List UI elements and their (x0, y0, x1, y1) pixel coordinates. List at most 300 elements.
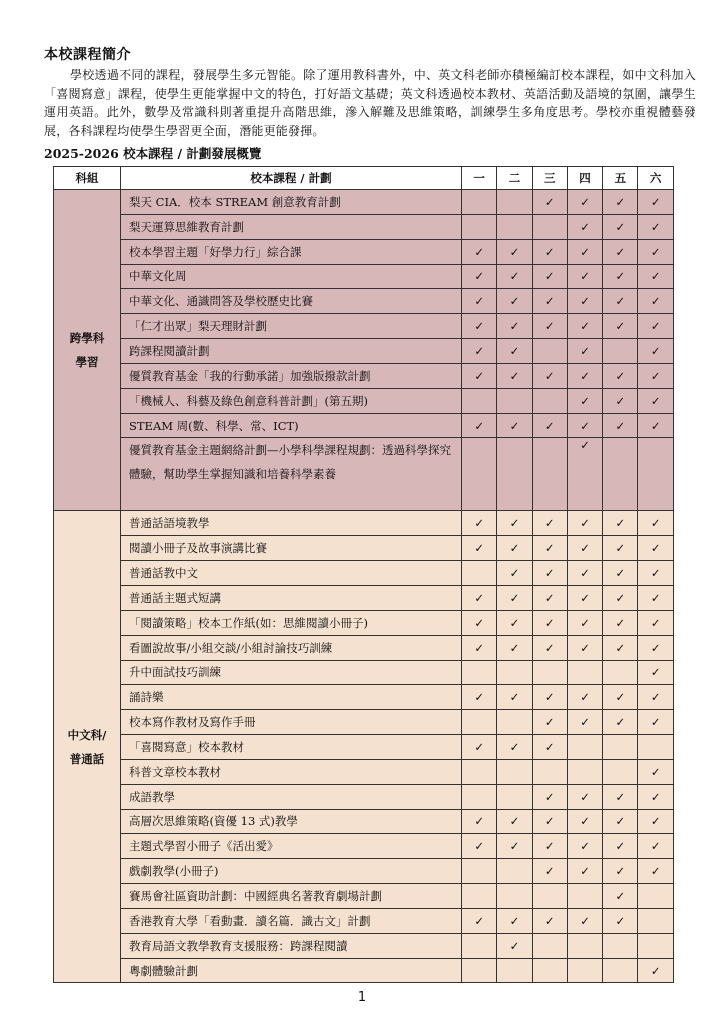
header-grade-2: 二 (497, 167, 532, 190)
check-icon: ✓ (474, 814, 484, 829)
grade-5-cell (603, 759, 638, 784)
table-row (54, 933, 674, 958)
check-icon: ✓ (580, 715, 590, 730)
grade-4-cell (567, 809, 602, 834)
check-icon: ✓ (544, 194, 555, 209)
intro-paragraph: 學校透過不同的課程，發展學生多元智能。除了運用教科書外，中、英文科老師亦積極編訂校本課程，如中文科加入「喜閱寫意」課程，使學生更能掌握中文的特色，打好語文基礎；英文科透過校本教材、英語活動及語境的氛圍，讓學生運用英語。此外，數學及常識科則著重提升高階思維，滲入解難及思維策略，訓練學生多角度思考。學校亦重視體藝發展，各科課程均使學生學習更全面，潛能更能發揮。 (44, 68, 696, 138)
check-icon: ✓ (650, 219, 661, 234)
item-cell: 香港教育大學「看動畫．讀名篇．識古文」計劃 (121, 908, 462, 933)
check-icon: ✓ (650, 516, 661, 531)
item-cell: 普通話主題式短講 (121, 585, 462, 610)
check-icon: ✓ (580, 913, 590, 928)
check-icon: ✓ (474, 913, 484, 928)
grade-6-cell (638, 314, 673, 339)
check-icon: ✓ (544, 640, 555, 655)
check-icon: ✓ (509, 516, 520, 531)
item-cell: 梨天 CIA．校本 STREAM 創意教育計劃 (121, 190, 462, 215)
table-row (54, 438, 674, 511)
subject-cell: 中文科/ 普通話 (54, 511, 121, 983)
check-icon: ✓ (580, 294, 590, 309)
grade-4-cell (567, 759, 602, 784)
table-row (54, 363, 674, 388)
grade-2-cell (497, 511, 532, 536)
grade-4-cell (567, 289, 602, 314)
check-icon: ✓ (650, 269, 661, 284)
grade-3-cell (532, 413, 567, 438)
grade-2-cell (497, 214, 532, 239)
check-icon: ✓ (615, 393, 626, 408)
header-grade-6: 六 (638, 167, 673, 190)
check-icon: ✓ (615, 244, 626, 259)
grade-6-cell (638, 438, 673, 511)
item-cell: 「機械人、科藝及綠色創意科普計劃」(第五期) (121, 388, 462, 413)
grade-4-cell (567, 190, 602, 215)
grade-2-cell (497, 635, 532, 660)
grade-1-cell (462, 536, 497, 561)
grade-3-cell (532, 735, 567, 760)
table-row (54, 908, 674, 933)
check-icon: ✓ (544, 789, 555, 804)
check-icon: ✓ (650, 393, 661, 408)
check-icon: ✓ (580, 244, 590, 259)
grade-3-cell (532, 314, 567, 339)
grade-2-cell (497, 784, 532, 809)
grade-4-cell (567, 214, 602, 239)
grade-3-cell (532, 289, 567, 314)
check-icon: ✓ (580, 393, 590, 408)
table-row (54, 585, 674, 610)
grade-1-cell (462, 314, 497, 339)
grade-6-cell (638, 784, 673, 809)
check-icon: ✓ (650, 839, 661, 854)
check-icon: ✓ (650, 864, 661, 879)
item-cell: 梨天運算思維教育計劃 (121, 214, 462, 239)
grade-1-cell (462, 264, 497, 289)
grade-5-cell (603, 264, 638, 289)
check-icon: ✓ (544, 294, 555, 309)
header-grade-3: 三 (532, 167, 567, 190)
table-row (54, 536, 674, 561)
check-icon: ✓ (474, 615, 484, 630)
check-icon: ✓ (615, 839, 626, 854)
grade-2-cell (497, 933, 532, 958)
grade-3-cell (532, 561, 567, 586)
grade-1-cell (462, 561, 497, 586)
grade-6-cell (638, 214, 673, 239)
item-cell: 普通話語境教學 (121, 511, 462, 536)
item-cell: 誦詩樂 (121, 685, 462, 710)
grade-3-cell (532, 214, 567, 239)
grade-3-cell (532, 363, 567, 388)
table-row (54, 859, 674, 884)
table-row (54, 759, 674, 784)
grade-1-cell (462, 289, 497, 314)
grade-1-cell (462, 759, 497, 784)
check-icon: ✓ (615, 590, 626, 605)
header-subject: 科組 (54, 167, 121, 190)
check-icon: ✓ (544, 541, 555, 556)
subject-cell: 跨學科 學習 (54, 190, 121, 511)
item-cell: 教育局語文教學教育支援服務：跨課程閱讀 (121, 933, 462, 958)
table-caption: 2025-2026 校本課程 / 計劃發展概覽 (44, 146, 262, 161)
check-icon: ✓ (650, 789, 661, 804)
grade-2-cell (497, 660, 532, 685)
check-icon: ✓ (544, 368, 555, 383)
check-icon: ✓ (650, 590, 661, 605)
item-cell: 粵劇體驗計劃 (121, 958, 462, 983)
grade-5-cell (603, 239, 638, 264)
check-icon: ✓ (509, 319, 520, 334)
grade-3-cell (532, 759, 567, 784)
grade-1-cell (462, 438, 497, 511)
grade-4-cell (567, 511, 602, 536)
grade-2-cell (497, 710, 532, 735)
grade-2-cell (497, 363, 532, 388)
grade-6-cell (638, 610, 673, 635)
grade-5-cell (603, 214, 638, 239)
grade-5-cell (603, 413, 638, 438)
check-icon: ✓ (544, 715, 555, 730)
grade-4-cell (567, 884, 602, 909)
grade-2-cell (497, 388, 532, 413)
grade-4-cell (567, 413, 602, 438)
table-row (54, 784, 674, 809)
check-icon: ✓ (650, 566, 661, 581)
check-icon: ✓ (474, 839, 484, 854)
grade-6-cell (638, 264, 673, 289)
check-icon: ✓ (544, 913, 555, 928)
grade-5-cell (603, 314, 638, 339)
grade-6-cell (638, 635, 673, 660)
check-icon: ✓ (650, 715, 661, 730)
grade-1-cell (462, 339, 497, 364)
grade-4-cell (567, 561, 602, 586)
grade-5-cell (603, 289, 638, 314)
grade-4-cell (567, 660, 602, 685)
item-cell: 賽馬會社區資助計劃：中國經典名著教育劇場計劃 (121, 884, 462, 909)
item-cell: 成語教學 (121, 784, 462, 809)
grade-2-cell (497, 735, 532, 760)
item-cell: 中華文化周 (121, 264, 462, 289)
grade-1-cell (462, 388, 497, 413)
check-icon: ✓ (474, 319, 484, 334)
check-icon: ✓ (650, 690, 661, 705)
check-icon: ✓ (615, 294, 626, 309)
grade-5-cell (603, 438, 638, 511)
grade-2-cell (497, 536, 532, 561)
check-icon: ✓ (580, 789, 590, 804)
check-icon: ✓ (474, 690, 484, 705)
grade-6-cell (638, 511, 673, 536)
check-icon: ✓ (474, 418, 484, 433)
grade-5-cell (603, 511, 638, 536)
grade-5-cell (603, 958, 638, 983)
check-icon: ✓ (509, 269, 520, 284)
check-icon: ✓ (615, 566, 626, 581)
check-icon: ✓ (509, 640, 520, 655)
grade-4-cell (567, 784, 602, 809)
check-icon: ✓ (615, 541, 626, 556)
item-cell: 「閱讀策略」校本工作紙(如：思維閱讀小冊子) (121, 610, 462, 635)
check-icon: ✓ (650, 194, 661, 209)
grade-2-cell (497, 289, 532, 314)
grade-2-cell (497, 685, 532, 710)
check-icon: ✓ (580, 690, 590, 705)
grade-6-cell (638, 908, 673, 933)
grade-5-cell (603, 859, 638, 884)
check-icon: ✓ (615, 516, 626, 531)
check-icon: ✓ (474, 739, 484, 754)
grade-4-cell (567, 685, 602, 710)
item-cell: 校本學習主題「好學力行」綜合課 (121, 239, 462, 264)
item-cell: 閱讀小冊子及故事演講比賽 (121, 536, 462, 561)
grade-4-cell (567, 536, 602, 561)
check-icon: ✓ (615, 615, 626, 630)
grade-2-cell (497, 610, 532, 635)
grade-5-cell (603, 190, 638, 215)
check-icon: ✓ (650, 541, 661, 556)
grade-1-cell (462, 511, 497, 536)
grade-5-cell (603, 585, 638, 610)
check-icon: ✓ (544, 690, 555, 705)
check-icon: ✓ (474, 541, 484, 556)
check-icon: ✓ (474, 368, 484, 383)
check-icon: ✓ (650, 764, 661, 779)
header-item: 校本課程 / 計劃 (121, 167, 462, 190)
grade-6-cell (638, 735, 673, 760)
grade-5-cell (603, 933, 638, 958)
grade-3-cell (532, 884, 567, 909)
item-cell: 「仁才出眾」梨天理財計劃 (121, 314, 462, 339)
table-row (54, 314, 674, 339)
grade-4-cell (567, 933, 602, 958)
grade-1-cell (462, 735, 497, 760)
table-row (54, 660, 674, 685)
grade-1-cell (462, 908, 497, 933)
grade-2-cell (497, 884, 532, 909)
grade-3-cell (532, 536, 567, 561)
grade-6-cell (638, 536, 673, 561)
grade-3-cell (532, 585, 567, 610)
check-icon: ✓ (544, 566, 555, 581)
check-icon: ✓ (650, 294, 661, 309)
check-icon: ✓ (615, 814, 626, 829)
grade-3-cell (532, 784, 567, 809)
grade-4-cell (567, 314, 602, 339)
check-icon: ✓ (544, 319, 555, 334)
grade-1-cell (462, 190, 497, 215)
check-icon: ✓ (509, 294, 520, 309)
grade-3-cell (532, 635, 567, 660)
item-cell: 高層次思維策略(資優 13 式)教學 (121, 809, 462, 834)
grade-3-cell (532, 388, 567, 413)
check-icon: ✓ (474, 590, 484, 605)
check-icon: ✓ (544, 615, 555, 630)
grade-6-cell (638, 363, 673, 388)
grade-2-cell (497, 413, 532, 438)
grade-6-cell (638, 933, 673, 958)
grade-3-cell (532, 908, 567, 933)
table-body (54, 190, 674, 983)
grade-4-cell (567, 339, 602, 364)
check-icon: ✓ (580, 839, 590, 854)
grade-6-cell (638, 834, 673, 859)
table-row (54, 834, 674, 859)
check-icon: ✓ (580, 343, 590, 358)
check-icon: ✓ (615, 690, 626, 705)
grade-2-cell (497, 834, 532, 859)
grade-1-cell (462, 834, 497, 859)
grade-4-cell (567, 908, 602, 933)
grade-3-cell (532, 958, 567, 983)
grade-2-cell (497, 958, 532, 983)
check-icon: ✓ (650, 615, 661, 630)
grade-2-cell (497, 314, 532, 339)
grade-1-cell (462, 933, 497, 958)
check-icon: ✓ (615, 219, 626, 234)
grade-2-cell (497, 339, 532, 364)
curriculum-table (53, 166, 674, 983)
grade-1-cell (462, 660, 497, 685)
grade-1-cell (462, 884, 497, 909)
grade-5-cell (603, 685, 638, 710)
check-icon: ✓ (615, 889, 626, 904)
check-icon: ✓ (509, 615, 520, 630)
table-row (54, 735, 674, 760)
check-icon: ✓ (509, 938, 520, 953)
check-icon: ✓ (615, 864, 626, 879)
check-icon: ✓ (474, 294, 484, 309)
grade-4-cell (567, 859, 602, 884)
table-row (54, 239, 674, 264)
grade-2-cell (497, 561, 532, 586)
check-icon: ✓ (650, 640, 661, 655)
item-cell: 中華文化、通識問答及學校歷史比賽 (121, 289, 462, 314)
page-title: 本校課程簡介 (44, 47, 131, 63)
check-icon: ✓ (509, 690, 520, 705)
grade-6-cell (638, 660, 673, 685)
table-row (54, 289, 674, 314)
grade-2-cell (497, 908, 532, 933)
check-icon: ✓ (544, 814, 555, 829)
grade-5-cell (603, 784, 638, 809)
check-icon: ✓ (509, 418, 520, 433)
check-icon: ✓ (615, 418, 626, 433)
item-cell: 升中面試技巧訓練 (121, 660, 462, 685)
table-row (54, 809, 674, 834)
check-icon: ✓ (509, 541, 520, 556)
grade-6-cell (638, 388, 673, 413)
table-row (54, 884, 674, 909)
grade-3-cell (532, 239, 567, 264)
grade-5-cell (603, 536, 638, 561)
grade-6-cell (638, 859, 673, 884)
check-icon: ✓ (544, 269, 555, 284)
grade-4-cell (567, 585, 602, 610)
grade-3-cell (532, 190, 567, 215)
grade-3-cell (532, 339, 567, 364)
grade-1-cell (462, 610, 497, 635)
table-row (54, 958, 674, 983)
item-cell: 看圖說故事/小組交談/小組討論技巧訓練 (121, 635, 462, 660)
grade-1-cell (462, 413, 497, 438)
grade-1-cell (462, 685, 497, 710)
check-icon: ✓ (615, 715, 626, 730)
table-row (54, 610, 674, 635)
item-cell: 跨課程閱讀計劃 (121, 339, 462, 364)
item-cell: 主題式學習小冊子《活出愛》 (121, 834, 462, 859)
table-row (54, 264, 674, 289)
grade-4-cell (567, 264, 602, 289)
check-icon: ✓ (509, 839, 520, 854)
check-icon: ✓ (544, 864, 555, 879)
check-icon: ✓ (544, 244, 555, 259)
grade-4-cell (567, 363, 602, 388)
check-icon: ✓ (580, 590, 590, 605)
check-icon: ✓ (580, 418, 590, 433)
grade-6-cell (638, 289, 673, 314)
grade-5-cell (603, 834, 638, 859)
table-row (54, 561, 674, 586)
check-icon: ✓ (615, 368, 626, 383)
check-icon: ✓ (544, 516, 555, 531)
check-icon: ✓ (650, 665, 661, 680)
grade-2-cell (497, 759, 532, 784)
grade-3-cell (532, 685, 567, 710)
grade-5-cell (603, 710, 638, 735)
grade-6-cell (638, 710, 673, 735)
check-icon: ✓ (650, 343, 661, 358)
grade-1-cell (462, 635, 497, 660)
grade-5-cell (603, 561, 638, 586)
check-icon: ✓ (650, 963, 661, 978)
check-icon: ✓ (544, 739, 555, 754)
grade-5-cell (603, 884, 638, 909)
grade-6-cell (638, 585, 673, 610)
item-cell: 優質教育基金「我的行動承諾」加強版撥款計劃 (121, 363, 462, 388)
grade-1-cell (462, 239, 497, 264)
check-icon: ✓ (615, 913, 626, 928)
grade-6-cell (638, 413, 673, 438)
check-icon: ✓ (615, 319, 626, 334)
check-icon: ✓ (580, 516, 590, 531)
check-icon: ✓ (615, 194, 626, 209)
grade-2-cell (497, 239, 532, 264)
grade-1-cell (462, 363, 497, 388)
check-icon: ✓ (509, 244, 520, 259)
table-row (54, 685, 674, 710)
check-icon: ✓ (509, 566, 520, 581)
grade-4-cell (567, 610, 602, 635)
item-cell: STEAM 周(數、科學、常、ICT) (121, 413, 462, 438)
grade-3-cell (532, 438, 567, 511)
grade-1-cell (462, 214, 497, 239)
grade-6-cell (638, 809, 673, 834)
check-icon: ✓ (509, 368, 520, 383)
table-row (54, 635, 674, 660)
check-icon: ✓ (580, 269, 590, 284)
grade-6-cell (638, 561, 673, 586)
check-icon: ✓ (615, 640, 626, 655)
check-icon: ✓ (509, 343, 520, 358)
grade-2-cell (497, 809, 532, 834)
grade-5-cell (603, 339, 638, 364)
table-row (54, 388, 674, 413)
check-icon: ✓ (544, 418, 555, 433)
grade-2-cell (497, 438, 532, 511)
grade-1-cell (462, 958, 497, 983)
check-icon: ✓ (580, 194, 590, 209)
